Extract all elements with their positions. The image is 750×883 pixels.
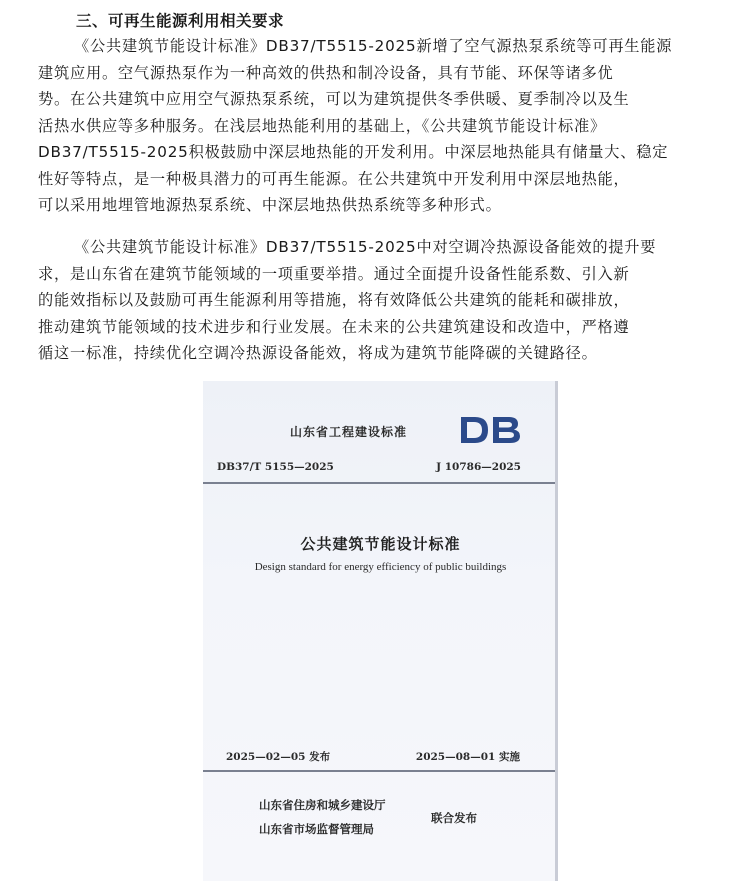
cover-joint-publish-label: 联合发布 bbox=[431, 811, 477, 825]
cover-title-english: Design standard for energy efficiency of public buildings bbox=[254, 561, 507, 573]
cover-record-number: J 10786—2025 bbox=[436, 461, 521, 473]
cover-title-chinese: 公共建筑节能设计标准 bbox=[300, 535, 461, 553]
section-heading: 三、可再生能源利用相关要求 bbox=[76, 12, 285, 30]
paragraph-line: 可以采用地埋管地源热泵系统、中深层地热供热系统等多种形式。 bbox=[38, 196, 502, 214]
cover-standard-code: DB37/T 5155—2025 bbox=[217, 461, 334, 473]
cover-issuer: 山东省工程建设标准 bbox=[290, 425, 408, 439]
cover-publisher: 山东省住房和城乡建设厅 bbox=[259, 798, 386, 812]
paragraph-line: 性好等特点，是一种极具潜力的可再生能源。在公共建筑中开发利用中深层地热能， bbox=[38, 169, 630, 188]
db-logo bbox=[459, 415, 523, 445]
paragraph-line: 势。在公共建筑中应用空气源热泵系统，可以为建筑提供冬季供暖、夏季制冷以及生 bbox=[38, 90, 630, 108]
paragraph-line: 建筑应用。空气源热泵作为一种高效的供热和制冷设备，具有节能、环保等诸多优 bbox=[38, 63, 614, 82]
paragraph-line: 《公共建筑节能设计标准》DB37/T5515-2025中对空调冷热源设备能效的提升要 bbox=[74, 238, 657, 256]
cover-publish-date: 2025—02—05 发布 bbox=[226, 751, 331, 763]
paragraph-line: 《公共建筑节能设计标准》DB37/T5515-2025新增了空气源热泵系统等可再生能源 bbox=[74, 37, 673, 55]
cover-publisher: 山东省市场监督管理局 bbox=[259, 822, 374, 836]
cover-effective-date: 2025—08—01 实施 bbox=[415, 751, 520, 763]
paragraph-line: 求，是山东省在建筑节能领域的一项重要举措。通过全面提升设备性能系数、引入新 bbox=[38, 264, 630, 283]
cover-divider bbox=[203, 482, 558, 484]
paragraph-line: 推动建筑节能领域的技术进步和行业发展。在未来的公共建筑建设和改造中，严格遵 bbox=[38, 317, 630, 336]
paragraph-efficiency-summary bbox=[38, 234, 718, 367]
standard-cover-image bbox=[203, 381, 558, 881]
paragraph-line: 活热水供应等多种服务。在浅层地热能利用的基础上，《公共建筑节能设计标准》 bbox=[38, 116, 606, 135]
paragraph-line: DB37/T5515-2025积极鼓励中深层地热能的开发利用。中深层地热能具有储量大、稳定 bbox=[38, 143, 669, 161]
cover-divider bbox=[203, 770, 558, 772]
paragraph-line: 循这一标准，持续优化空调冷热源设备能效，将成为建筑节能降碳的关键路径。 bbox=[38, 344, 598, 362]
paragraph-renewable-energy bbox=[38, 33, 718, 219]
paragraph-line: 的能效指标以及鼓励可再生能源利用等措施，将有效降低公共建筑的能耗和碳排放， bbox=[38, 291, 630, 309]
